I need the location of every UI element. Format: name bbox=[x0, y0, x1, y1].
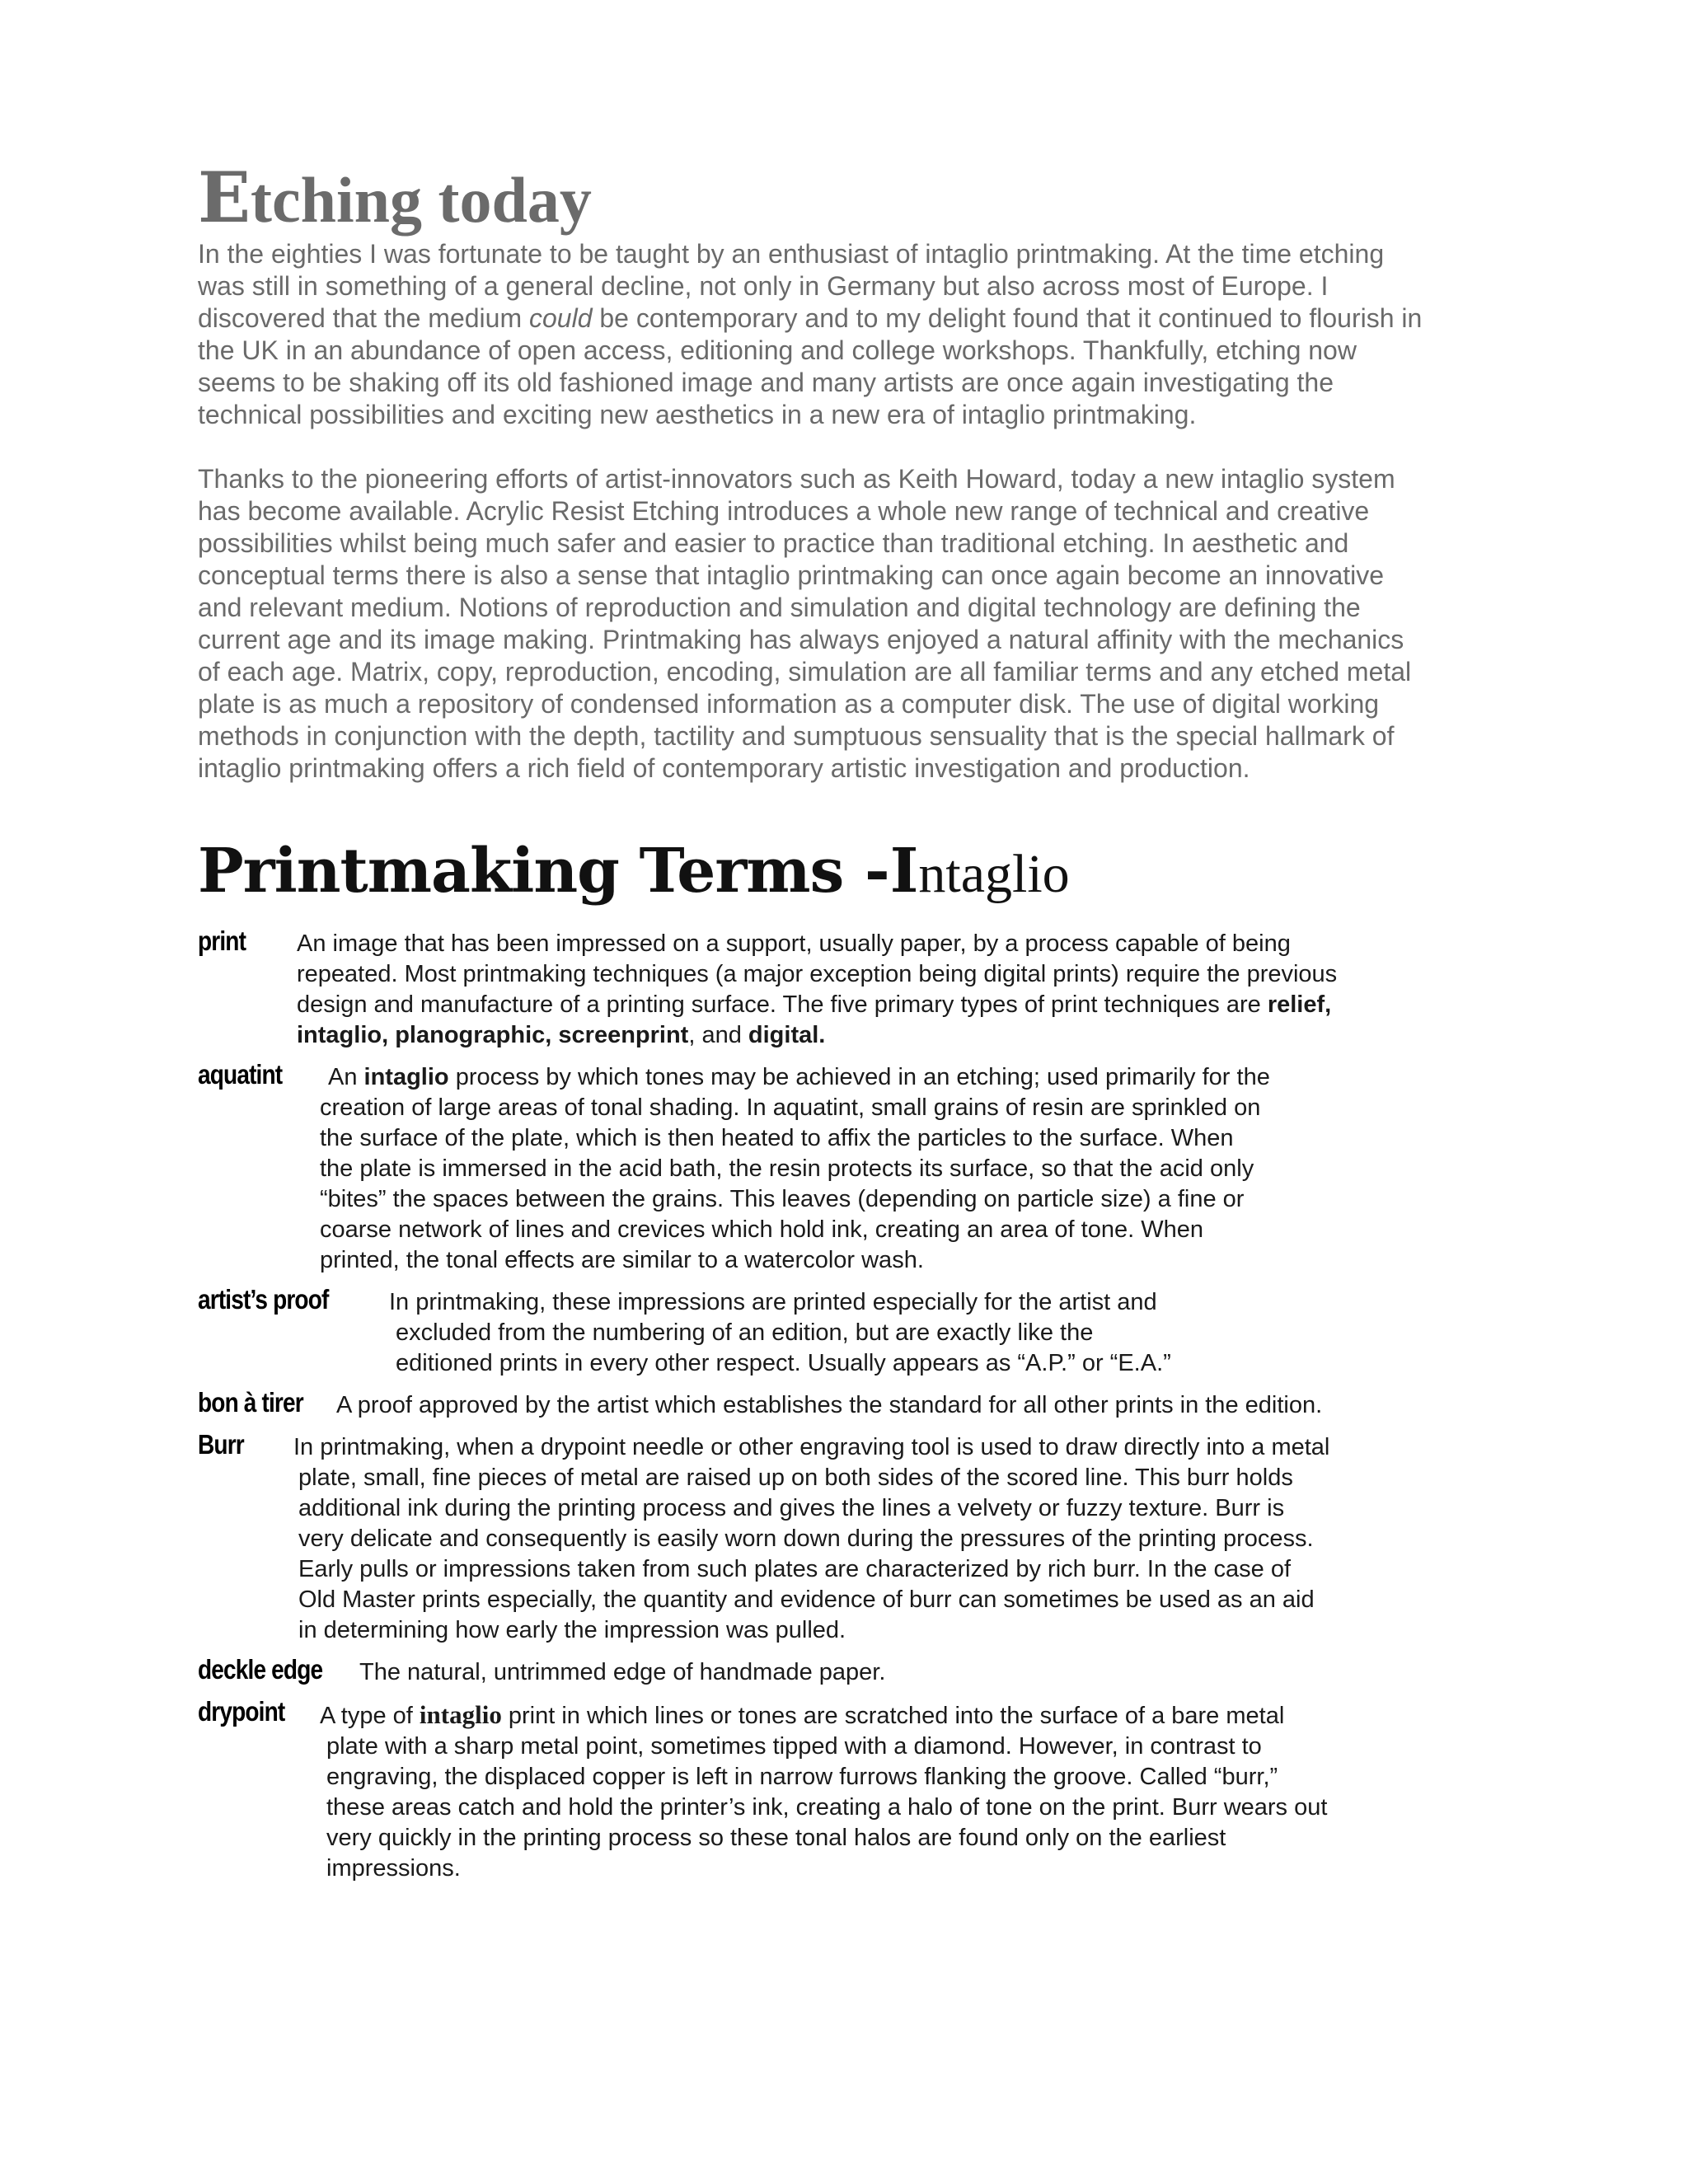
paragraph-line: was still in something of a general decline, not only in Germany but also across most of Europe. I bbox=[198, 271, 1329, 301]
glossary-entry bbox=[198, 1696, 1500, 1884]
paragraph-line: intaglio printmaking offers a rich field of contemporary artistic investigation and production. bbox=[198, 753, 1250, 783]
paragraph-line: Thanks to the pioneering efforts of artist-innovators such as Keith Howard, today a new intaglio system bbox=[198, 464, 1395, 494]
glossary-definition bbox=[198, 1657, 1500, 1688]
definition-line: A proof approved by the artist which establishes the standard for all other prints in the edition. bbox=[336, 1392, 1323, 1418]
definition-line: design and manufacture of a printing surface. The five primary types of print techniques are relief, bbox=[297, 991, 1332, 1018]
definition-line: The natural, untrimmed edge of handmade paper. bbox=[359, 1659, 886, 1685]
definition-line: in determining how early the impression was pulled. bbox=[298, 1617, 846, 1643]
glossary-definition bbox=[198, 929, 1500, 1051]
glossary-term: aquatint bbox=[198, 1059, 283, 1090]
glossary-definition bbox=[198, 1432, 1500, 1646]
definition-line: excluded from the numbering of an edition, but are exactly like the bbox=[396, 1319, 1094, 1346]
definition-line: coarse network of lines and crevices which hold ink, creating an area of tone. When bbox=[320, 1216, 1203, 1243]
definition-line: intaglio, planographic, screenprint, and digital. bbox=[297, 1022, 826, 1048]
intro-paragraph bbox=[198, 463, 1500, 785]
definition-line: In printmaking, these impressions are printed especially for the artist and bbox=[389, 1289, 1157, 1315]
title-printmaking-terms: Printmaking Terms bbox=[198, 836, 844, 907]
definition-line: plate, small, fine pieces of metal are raised up on both sides of the scored line. This burr holds bbox=[298, 1465, 1293, 1491]
document-page bbox=[198, 157, 1500, 1896]
paragraph-line: the UK in an abundance of open access, editioning and college workshops. Thankfully, etching now bbox=[198, 335, 1357, 365]
glossary-entry bbox=[198, 1059, 1500, 1276]
intro-text bbox=[198, 238, 1500, 785]
glossary-entry bbox=[198, 1429, 1500, 1646]
paragraph-line: plate is as much a repository of condensed information as a computer disk. The use of digital working bbox=[198, 689, 1380, 719]
glossary-list bbox=[198, 926, 1500, 1884]
definition-line: An intaglio process by which tones may be achieved in an etching; used primarily for the bbox=[328, 1064, 1270, 1090]
glossary-term: print bbox=[198, 926, 246, 956]
definition-line: An image that has been impressed on a support, usually paper, by a process capable of being bbox=[297, 930, 1291, 957]
definition-line: printed, the tonal effects are similar to a watercolor wash. bbox=[320, 1247, 924, 1273]
definition-line: the plate is immersed in the acid bath, the resin protects its surface, so that the acid only bbox=[320, 1155, 1254, 1182]
definition-line: very delicate and consequently is easily worn down during the pressures of the printing process. bbox=[298, 1526, 1314, 1552]
definition-line: additional ink during the printing process and gives the lines a velvety or fuzzy texture. Burr is bbox=[298, 1495, 1285, 1521]
title-intaglio-rest: ntaglio bbox=[918, 844, 1070, 904]
intro-paragraph bbox=[198, 238, 1500, 431]
definition-line: repeated. Most printmaking techniques (a major exception being digital prints) require the previous bbox=[297, 961, 1338, 987]
glossary-definition bbox=[198, 1287, 1500, 1379]
definition-line: engraving, the displaced copper is left in narrow furrows flanking the groove. Called “burr,” bbox=[326, 1764, 1278, 1790]
glossary-term: bon à tirer bbox=[198, 1387, 303, 1418]
glossary-entry bbox=[198, 1284, 1500, 1379]
definition-line: plate with a sharp metal point, sometimes tipped with a diamond. However, in contrast to bbox=[326, 1733, 1262, 1760]
section-title-printmaking-terms bbox=[198, 830, 1500, 916]
definition-line: “bites” the spaces between the grains. This leaves (depending on particle size) a fine or bbox=[320, 1186, 1245, 1212]
glossary-term: Burr bbox=[198, 1429, 244, 1460]
paragraph-line: In the eighties I was fortunate to be taught by an enthusiast of intaglio printmaking. At the time etching bbox=[198, 239, 1385, 269]
emphasis: intaglio bbox=[419, 1700, 502, 1729]
paragraph-line: technical possibilities and exciting new aesthetics in a new era of intaglio printmaking. bbox=[198, 400, 1197, 429]
paragraph-line: conceptual terms there is also a sense that intaglio printmaking can once again become an innovative bbox=[198, 560, 1385, 590]
glossary-definition bbox=[198, 1699, 1500, 1884]
definition-line: impressions. bbox=[326, 1855, 461, 1882]
glossary-entry bbox=[198, 1654, 1500, 1688]
definition-line: Old Master prints especially, the quantity and evidence of burr can sometimes be used as an aid bbox=[298, 1586, 1315, 1613]
paragraph-line: has become available. Acrylic Resist Etching introduces a whole new range of technical and creative bbox=[198, 496, 1370, 526]
paragraph-line: and relevant medium. Notions of reproduction and simulation and digital technology are defining the bbox=[198, 593, 1361, 622]
title-rest: tching today bbox=[251, 164, 592, 236]
emphasis: relief, bbox=[1267, 991, 1332, 1018]
definition-line: creation of large areas of tonal shading. In aquatint, small grains of resin are sprinkled on bbox=[320, 1094, 1261, 1121]
paragraph-line: methods in conjunction with the depth, tactility and sumptuous sensuality that is the special hallmark of bbox=[198, 721, 1395, 751]
title-dash-initial: -I bbox=[843, 836, 919, 907]
paragraph-line: of each age. Matrix, copy, reproduction, encoding, simulation are all familiar terms and any etched metal bbox=[198, 657, 1412, 687]
paragraph-line: possibilities whilst being much safer and easier to practice than traditional etching. In aesthetic and bbox=[198, 528, 1349, 558]
definition-line: these areas catch and hold the printer’s ink, creating a halo of tone on the print. Burr wears out bbox=[326, 1794, 1328, 1821]
definition-line: editioned prints in every other respect. Usually appears as “A.P.” or “E.A.” bbox=[396, 1350, 1171, 1376]
glossary-term: artist’s proof bbox=[198, 1284, 329, 1315]
definition-line: Early pulls or impressions taken from such plates are characterized by rich burr. In the case of bbox=[298, 1556, 1292, 1582]
definition-line: In printmaking, when a drypoint needle or other engraving tool is used to draw directly into a metal bbox=[293, 1434, 1330, 1460]
emphasis: intaglio bbox=[363, 1064, 449, 1090]
glossary-entry bbox=[198, 926, 1500, 1051]
glossary-term: drypoint bbox=[198, 1696, 285, 1727]
glossary-definition bbox=[198, 1390, 1500, 1421]
emphasis: could bbox=[528, 303, 593, 333]
paragraph-line: discovered that the medium could be contemporary and to my delight found that it continued to flourish in bbox=[198, 303, 1423, 333]
emphasis: intaglio, planographic, screenprint bbox=[297, 1022, 689, 1048]
definition-line: A type of intaglio print in which lines or tones are scratched into the surface of a bare metal bbox=[320, 1700, 1285, 1729]
emphasis: digital. bbox=[748, 1022, 826, 1048]
definition-line: very quickly in the printing process so these tonal halos are found only on the earliest bbox=[326, 1825, 1226, 1851]
glossary-entry bbox=[198, 1387, 1500, 1421]
glossary-definition bbox=[198, 1062, 1500, 1276]
glossary-term: deckle edge bbox=[198, 1654, 323, 1685]
definition-line: the surface of the plate, which is then heated to affix the particles to the surface. When bbox=[320, 1125, 1234, 1151]
section-title-etching-today bbox=[198, 157, 1500, 241]
paragraph-line: current age and its image making. Printmaking has always enjoyed a natural affinity with the mechanics bbox=[198, 625, 1404, 654]
paragraph-line: seems to be shaking off its old fashioned image and many artists are once again investigating the bbox=[198, 368, 1334, 397]
title-initial: E bbox=[198, 157, 251, 238]
